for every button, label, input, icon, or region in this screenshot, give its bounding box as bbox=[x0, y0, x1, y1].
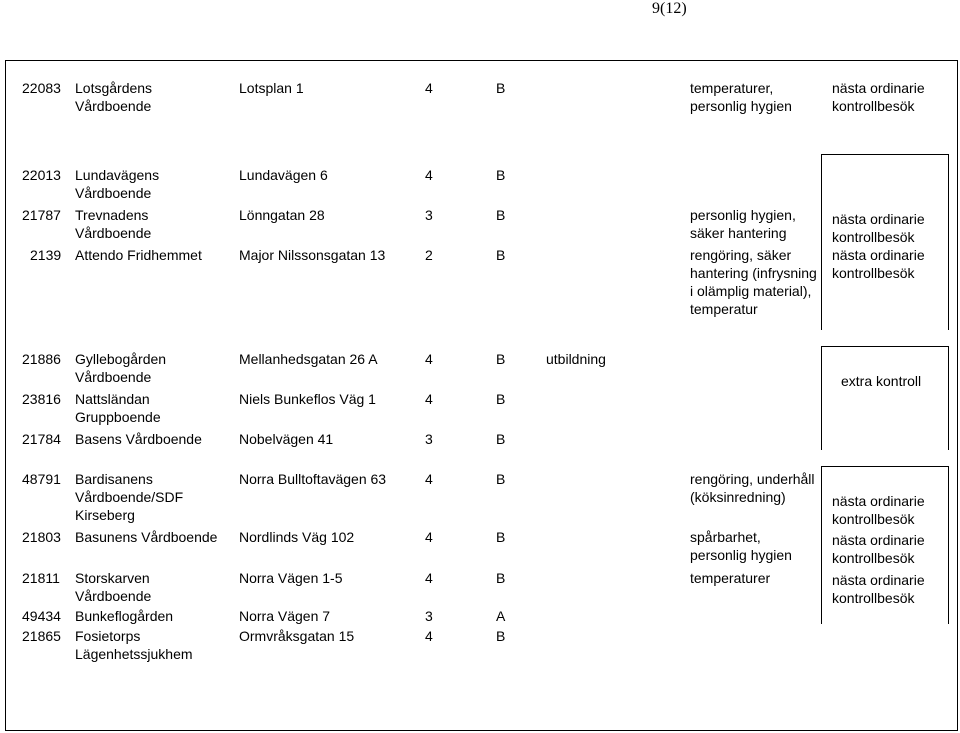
row-num: 2 bbox=[425, 247, 433, 263]
row-address: Major Nilssonsgatan 13 bbox=[239, 247, 386, 263]
row-address: Norra Bulltoftavägen 63 bbox=[239, 471, 387, 487]
row-class: B bbox=[496, 431, 506, 447]
row-name: Storskarven Vårdboende bbox=[75, 570, 152, 604]
row-num: 4 bbox=[425, 351, 433, 367]
row-class: B bbox=[496, 529, 506, 545]
row-class: B bbox=[496, 247, 506, 263]
row-id: 21886 bbox=[22, 351, 61, 367]
row-address: Norra Vägen 1-5 bbox=[239, 570, 343, 586]
row-address: Ormvråksgatan 15 bbox=[239, 628, 355, 644]
row-num: 4 bbox=[425, 628, 433, 644]
row-area: personlig hygien, säker hantering bbox=[690, 207, 796, 241]
row-class: B bbox=[496, 207, 506, 223]
row-name: Trevnadens Vårdboende bbox=[75, 207, 152, 241]
row-class: B bbox=[496, 80, 506, 96]
row-id: 48791 bbox=[22, 471, 61, 487]
row-name: Attendo Fridhemmet bbox=[75, 247, 202, 263]
group-box-action-3 bbox=[821, 346, 949, 450]
row-address: Lotsplan 1 bbox=[239, 80, 304, 96]
row-address: Niels Bunkeflos Väg 1 bbox=[239, 391, 376, 407]
page-number: 9(12) bbox=[652, 0, 687, 17]
row-area: rengöring, underhåll (köksinredning) bbox=[690, 471, 815, 505]
group-action: nästa ordinarie kontrollbesök bbox=[832, 493, 925, 527]
group-action: nästa ordinarie kontrollbesök bbox=[832, 572, 925, 606]
row-address: Lönngatan 28 bbox=[239, 207, 325, 223]
row-num: 4 bbox=[425, 80, 433, 96]
row-address: Norra Vägen 7 bbox=[239, 608, 331, 624]
row-id: 22083 bbox=[22, 80, 61, 96]
row-id: 21865 bbox=[22, 628, 61, 644]
row-id: 23816 bbox=[22, 391, 61, 407]
row-num: 4 bbox=[425, 570, 433, 586]
row-name: Fosietorps Lägenhetssjukhem bbox=[75, 628, 193, 662]
row-address: Nordlinds Väg 102 bbox=[239, 529, 355, 545]
row-num: 3 bbox=[425, 608, 433, 624]
row-name: Gyllebogården Vårdboende bbox=[75, 351, 167, 385]
row-num: 4 bbox=[425, 391, 433, 407]
row-id: 21811 bbox=[22, 570, 60, 586]
row-num: 4 bbox=[425, 471, 433, 487]
row-area: temperaturer bbox=[690, 570, 771, 586]
row-action: nästa ordinarie kontrollbesök bbox=[832, 211, 925, 245]
row-id: 49434 bbox=[22, 608, 61, 624]
row-name: Lundavägens Vårdboende bbox=[75, 167, 160, 201]
row-id: 21803 bbox=[22, 529, 61, 545]
row-name: Basens Vårdboende bbox=[75, 431, 202, 447]
row-area: temperaturer, personlig hygien bbox=[690, 80, 792, 114]
row-class: B bbox=[496, 570, 506, 586]
row-address: Nobelvägen 41 bbox=[239, 431, 334, 447]
row-class: A bbox=[496, 608, 506, 624]
row-class: B bbox=[496, 167, 506, 183]
row-num: 3 bbox=[425, 207, 433, 223]
row-address: Lundavägen 6 bbox=[239, 167, 328, 183]
row-action: nästa ordinarie kontrollbesök bbox=[832, 247, 925, 281]
row-id: 21787 bbox=[22, 207, 61, 223]
row-id: 22013 bbox=[22, 167, 61, 183]
row-id: 2139 bbox=[30, 247, 62, 263]
row-address: Mellanhedsgatan 26 A bbox=[239, 351, 378, 367]
row-area: spårbarhet, personlig hygien bbox=[690, 529, 792, 563]
row-name: Basunens Vårdboende bbox=[75, 529, 218, 545]
row-num: 4 bbox=[425, 529, 433, 545]
row-num: 3 bbox=[425, 431, 433, 447]
group-action: nästa ordinarie kontrollbesök bbox=[832, 532, 925, 566]
row-id: 21784 bbox=[22, 431, 61, 447]
row-class: B bbox=[496, 391, 506, 407]
row-class: B bbox=[496, 628, 506, 644]
row-num: 4 bbox=[425, 167, 433, 183]
row-area: utbildning bbox=[546, 351, 606, 367]
group-action-extra: extra kontroll bbox=[841, 373, 922, 389]
row-class: B bbox=[496, 471, 506, 487]
row-name: Bardisanens Vårdboende/SDF Kirseberg bbox=[75, 471, 184, 523]
row-name: Bunkeflogården bbox=[75, 608, 174, 624]
row-name: Lotsgårdens Vårdboende bbox=[75, 80, 153, 114]
row-name: Nattsländan Gruppboende bbox=[75, 391, 161, 425]
row-action: nästa ordinarie kontrollbesök bbox=[832, 80, 925, 114]
row-class: B bbox=[496, 351, 506, 367]
row-area: rengöring, säker hantering (infrysning i olämplig material), temperatur bbox=[690, 247, 817, 317]
